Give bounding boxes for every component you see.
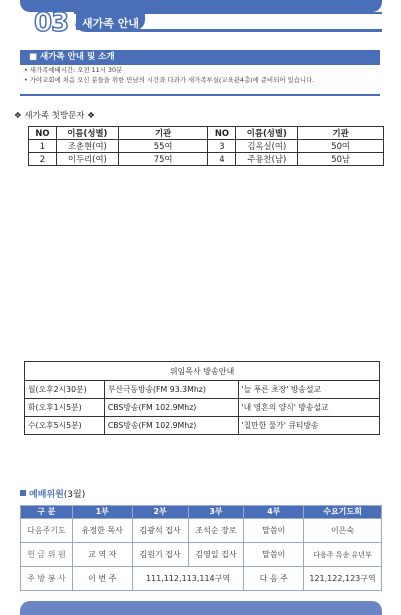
cell: 조석순 장로 [188, 519, 244, 543]
table-row [25, 417, 380, 435]
service-heading [20, 487, 85, 500]
col-no: NO [29, 127, 57, 140]
header-top-band [20, 0, 382, 12]
col-no: NO [208, 127, 236, 140]
broadcast-table [24, 361, 380, 435]
table-row [29, 140, 384, 153]
cell: 말씀이 [244, 519, 304, 543]
cell: 이두리(여) [56, 153, 118, 166]
cell: 다음주 특송 유년부 [304, 543, 382, 567]
service-table [20, 505, 382, 591]
cell: 4 [208, 153, 236, 166]
cell: 화(오후1시5분) [25, 399, 105, 417]
cell: 김옥실(여) [236, 140, 298, 153]
intro-heading: ■ 새가족 안내 및 소개 [20, 50, 380, 65]
cell: 김광석 집사 [132, 519, 188, 543]
section-header [20, 0, 382, 40]
first-visitors-table [28, 126, 384, 166]
cell: 75여 [118, 153, 208, 166]
cell: 부산극동방송(FM 93.3Mhz) [104, 381, 238, 399]
row-label: 주 방 봉 사 [21, 567, 73, 591]
section-title-tab [76, 12, 145, 30]
col-name: 이름(성별) [236, 127, 298, 140]
cell: 2 [29, 153, 57, 166]
cell: '내 영혼의 양식' 방송설교 [238, 399, 380, 417]
cell: 조춘현(여) [56, 140, 118, 153]
table-row [29, 153, 384, 166]
cell: '늘 푸른 초장' 방송설교 [238, 381, 380, 399]
row-label: 다음주기도 [21, 519, 73, 543]
cell: 이 번 주 [72, 567, 132, 591]
cell: 이은숙 [304, 519, 382, 543]
col-service-3: 3부 [188, 506, 244, 519]
cell: 111,112,113,114구역 [132, 567, 244, 591]
intro-line-time: • 새가족예배시간: 오전 11시 30분 [24, 66, 123, 74]
cell: 주용찬(남) [236, 153, 298, 166]
col-service-2: 2부 [132, 506, 188, 519]
col-service-1: 1부 [72, 506, 132, 519]
broadcast-title: 위임목사 방송안내 [25, 362, 380, 381]
table-header-row [29, 127, 384, 140]
cell: 월(오후2시30분) [25, 381, 105, 399]
col-service-4: 4부 [244, 506, 304, 519]
intro-box [20, 50, 380, 96]
service-title: 예배위원 [29, 490, 64, 500]
cell: '칠만한 물가' 큐티방송 [238, 417, 380, 435]
first-visitors-heading: ❖ 새가족 첫방문자 ❖ [14, 111, 95, 121]
cell: 50남 [298, 153, 384, 166]
cell: 교 역 자 [72, 543, 132, 567]
cell: CBS방송(FM 102.9Mhz) [104, 399, 238, 417]
section-title: 새가족 안내 [82, 17, 139, 30]
table-row [25, 399, 380, 417]
table-row [21, 543, 382, 567]
cell: 수(오후5시5분) [25, 417, 105, 435]
service-month: (3월) [63, 490, 86, 500]
table-row [21, 567, 382, 591]
square-bullet-icon [20, 490, 26, 496]
cell: 50여 [298, 140, 384, 153]
cell: 121,122,123구역 [304, 567, 382, 591]
col-name: 이름(성별) [56, 127, 118, 140]
row-label: 헌 금 위 원 [21, 543, 73, 567]
table-row [21, 519, 382, 543]
cell: 김영일 집사 [188, 543, 244, 567]
cell: 다 음 주 [244, 567, 304, 591]
cell: 1 [29, 140, 57, 153]
footer-band [20, 601, 382, 615]
cell: 유정한 목사 [72, 519, 132, 543]
col-group: 기관 [298, 127, 384, 140]
cell: 55여 [118, 140, 208, 153]
col-group: 기관 [118, 127, 208, 140]
cell: 말씀이 [244, 543, 304, 567]
col-category: 구 분 [21, 506, 73, 519]
col-wednesday: 수요기도회 [304, 506, 382, 519]
cell: 김원기 집사 [132, 543, 188, 567]
intro-line-welcome: • 가야교회에 처음 오신 분들을 위한 만남의 시간과 다과가 새가족부실(교육관4층)에 준비되어 있습니다. [24, 76, 315, 84]
table-row [25, 381, 380, 399]
section-number: 03 [34, 8, 69, 38]
broadcast-title-row [25, 362, 380, 381]
table-header-row [21, 506, 382, 519]
cell: 3 [208, 140, 236, 153]
cell: CBS방송(FM 102.9Mhz) [104, 417, 238, 435]
